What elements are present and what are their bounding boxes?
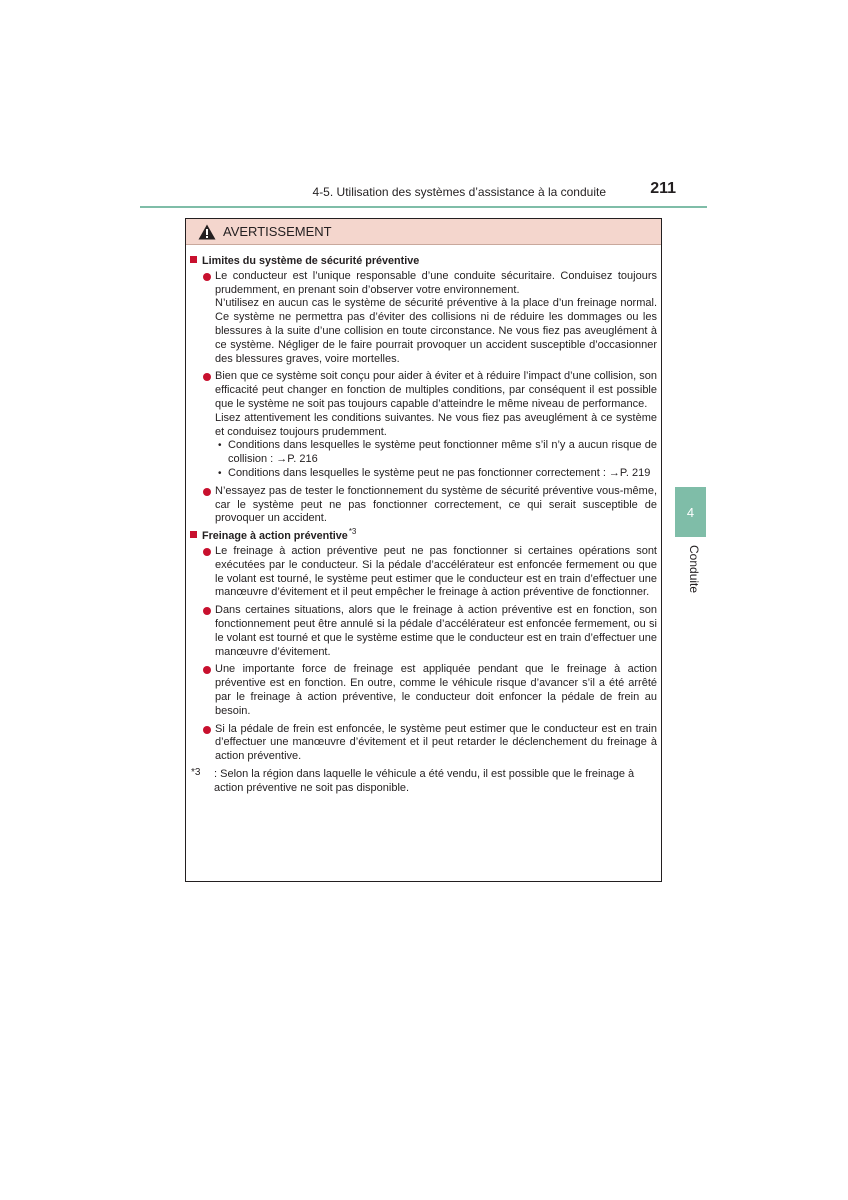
warning-body xyxy=(186,245,661,795)
warning-box xyxy=(185,218,662,882)
paragraph: N’essayez pas de tester le fonctionnement du système de sécurité préventive vous-même, car le système peut ne pas fonctionner correctement, ce qui serait susceptible de provoquer un accident. xyxy=(215,484,657,525)
red-dot-icon xyxy=(203,373,211,381)
red-dot-icon xyxy=(203,666,211,674)
footnote-reference: *3 xyxy=(348,527,357,537)
red-dot-icon xyxy=(203,726,211,734)
square-bullet-icon xyxy=(190,256,197,263)
paragraph: Lisez attentivement les conditions suivantes. Ne vous fiez pas aveuglément à ce système et conduisez toujours prudemment. xyxy=(215,411,657,438)
list-item xyxy=(189,604,657,659)
list-item xyxy=(189,663,657,718)
paragraph: Une importante force de freinage est appliquée pendant que le freinage à action préventive est en fonction. En outre, comme le véhicule risque d’avancer s’il a été arrêté par le freinage à action préventive, le conducteur doit enfoncer la pédale de frein au besoin. xyxy=(215,663,657,717)
paragraph: Si la pédale de frein est enfoncée, le système peut estimer que le conducteur est en train d’effectuer une manœuvre d’évitement et il peut retarder le déclenchement du freinage à action préventive. xyxy=(215,722,657,763)
small-bullet-icon: • xyxy=(218,440,222,452)
list-item xyxy=(189,485,657,526)
list-item xyxy=(189,370,657,480)
red-dot-icon xyxy=(203,607,211,615)
square-bullet-icon xyxy=(190,531,197,538)
paragraph: N’utilisez en aucun cas le système de sécurité préventive à la place d’un freinage normal. Ce système ne permettra pas d’éviter des collisions ni de réduire les dommages ou les blessures à la suite d’une collision en toute circonstance. Ne vous fiez pas aveuglément à ce système. Négliger de le faire pourrait provoquer un accident susceptible d’occasionner des blessures graves, voire mortelles. xyxy=(215,297,657,365)
list-item xyxy=(189,270,657,367)
red-dot-icon xyxy=(203,548,211,556)
section-heading: Freinage à action préventive *3 xyxy=(189,530,657,544)
sub-list-item[interactable]: • Conditions dans lesquelles le système peut fonctionner même s’il n’y a aucun risque de collision : →P. 216 xyxy=(218,439,657,466)
footnote xyxy=(189,768,657,796)
chapter-label: Conduite xyxy=(687,545,701,594)
header-divider xyxy=(140,206,707,208)
paragraph: Le conducteur est l’unique responsable d’une conduite sécuritaire. Conduisez toujours prudemment, en prenant soin d’observer votre environnement. xyxy=(215,269,657,296)
paragraph: Dans certaines situations, alors que le freinage à action préventive est en fonction, son fonctionnement peut être annulé si la pédale d’accélérateur est enfoncée fermement, ou si le volant est tourné et que le système estime que le conducteur est en train d’effectuer une manœuvre d’évitement. xyxy=(215,604,657,658)
sub-list-item[interactable]: • Conditions dans lesquelles le système peut ne pas fonctionner correctement : →P. 219 xyxy=(218,466,651,479)
warning-triangle-icon xyxy=(198,224,216,240)
red-dot-icon xyxy=(203,273,211,281)
red-dot-icon xyxy=(203,488,211,496)
warning-header xyxy=(186,219,661,245)
list-item xyxy=(189,545,657,600)
page-number: 211 xyxy=(650,180,676,197)
section-heading: Limites du système de sécurité préventive xyxy=(189,255,657,269)
paragraph: Le freinage à action préventive peut ne pas fonctionner si certaines opérations sont exécutées par le conducteur. Si la pédale d’accélérateur est enfoncée fermement ou que le volant est tourné, le système peut estimer que le conducteur est en train d’effectuer une manœuvre d’évitement et il peut empêcher le freinage à action préventive de fonctionner. xyxy=(215,544,657,599)
small-bullet-icon: • xyxy=(218,467,222,479)
list-item xyxy=(189,723,657,764)
footnote-text: : Selon la région dans laquelle le véhicule a été vendu, il est possible que le freinage à action préventive ne soit pas disponible. xyxy=(214,767,635,794)
chapter-number: 4 xyxy=(686,504,695,520)
warning-title: AVERTISSEMENT xyxy=(223,224,332,239)
footnote-mark: *3 xyxy=(191,766,201,778)
chapter-tab[interactable] xyxy=(675,487,706,537)
paragraph: Bien que ce système soit conçu pour aider à éviter et à réduire l’impact d’une collision, son efficacité peut changer en fonction de multiples conditions, par conséquent il est possible que le système ne soit pas toujours capable d’atteindre le même niveau de performance. xyxy=(215,370,657,410)
section-header-title: 4-5. Utilisation des systèmes d’assistance à la conduite xyxy=(312,185,606,199)
